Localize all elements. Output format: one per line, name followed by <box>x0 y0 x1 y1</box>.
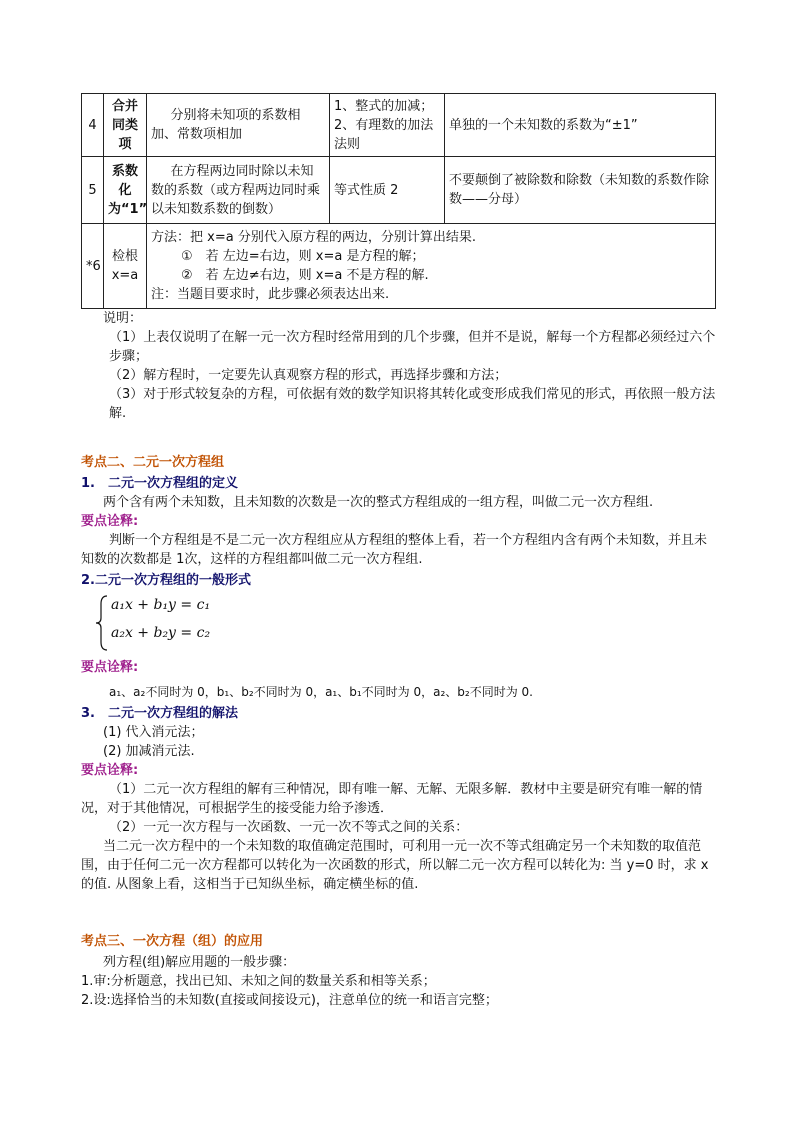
method-line: 注：当题目要求时，此步骤必须表达出来. <box>151 287 390 302</box>
step-note: 不要颠倒了被除数和除数（未知数的系数作除数——分母） <box>445 157 716 224</box>
key-points-text: a₁、a₂不同时为 0，b₁、b₂不同时为 0，a₁、b₁不同时为 0，a₂、b₂不同时为 0. <box>109 685 533 699</box>
step-number: 5 <box>82 157 104 224</box>
step-name: 检根 x=a <box>104 224 147 309</box>
section-three <box>81 932 716 1010</box>
subsection-title: 2.二元一次方程组的一般形式 <box>81 573 251 588</box>
equation-line: a₂x + b₂y = c₂ <box>111 625 211 641</box>
table-row <box>82 157 716 224</box>
step-name: 合并同类项 <box>104 94 147 157</box>
equation-system <box>81 590 716 652</box>
equation-line: a₁x + b₁y = c₁ <box>111 597 211 613</box>
section-two <box>81 453 716 894</box>
step-basis: 等式性质 2 <box>330 157 445 224</box>
table-row <box>82 94 716 157</box>
key-points-text: 当二元一次方程中的一个未知数的取值确定范围时，可利用一元一次不等式组确定另一个未知数的取值范围，由于任何二元一次方程都可以转化为一次函数的形式，所以解二元一次方程可以转化为: 当 y=0 时，求 x 的值. 从图象上看，这相当于已知纵坐标，确定横坐标的值. <box>81 839 709 892</box>
notes-title: 说明： <box>103 311 143 326</box>
key-points-label: 要点诠释: <box>81 660 139 675</box>
key-points-label: 要点诠释: <box>81 514 139 529</box>
step-note: 单独的一个未知数的系数为“±1” <box>445 94 716 157</box>
key-points-label: 要点诠释: <box>81 763 139 778</box>
notes-item-text: （1）上表仅说明了在解一元一次方程时经常用到的几个步骤，但并不是说，解每一个方程都必须经过六个步骤； <box>109 330 716 364</box>
table-row <box>82 224 716 309</box>
method-line: 方法：把 x=a 分别代入原方程的两边，分别计算出结果. <box>151 230 476 245</box>
intro-text: 列方程(组)解应用题的一般步骤： <box>103 955 296 970</box>
notes-block <box>81 309 716 423</box>
step-method <box>147 224 716 309</box>
step-item: 1.审:分析题意，找出已知、未知之间的数量关系和相等关系； <box>81 974 436 989</box>
definition-text: 两个含有两个未知数，且未知数的次数是一次的整式方程组成的一组方程，叫做二元一次方程组. <box>103 495 654 510</box>
section-title: 考点二、二元一次方程组 <box>81 455 225 470</box>
method-item: (1) 代入消元法； <box>103 725 204 740</box>
step-name: 系数化为“1” <box>104 157 147 224</box>
subsection-title: 3. 二元一次方程组的解法 <box>81 706 238 721</box>
steps-table <box>81 93 716 309</box>
notes-item: （3）对于形式较复杂的方程，可依据有效的数学知识将其转化或变形成我们常见的形式，再依照一般方法解. <box>109 387 716 421</box>
method-item: (2) 加减消元法. <box>103 744 195 759</box>
step-description: 在方程两边同时除以未知数的系数（或方程两边同时乘以未知数系数的倒数） <box>147 157 330 224</box>
section-title: 考点三、一次方程（组）的应用 <box>81 934 264 949</box>
subsection-title: 1. 二元一次方程组的定义 <box>81 476 238 491</box>
key-points-text: 判断一个方程组是不是二元一次方程组应从方程组的整体上看，若一个方程组内含有两个未知数，并且未知数的次数都是 1次，这样的方程组都叫做二元一次方程组. <box>81 533 708 567</box>
notes-item <box>81 328 716 366</box>
step-description: 分别将未知项的系数相加、常数项相加 <box>147 94 330 157</box>
key-points-text: （2）一元一次方程与一次函数、一元一次不等式之间的关系： <box>109 820 469 835</box>
step-number: *6 <box>82 224 104 309</box>
method-line: ① 若 左边=右边，则 x=a 是方程的解； <box>181 249 425 264</box>
step-basis: 1、整式的加减； 2、有理数的加法法则 <box>330 94 445 157</box>
method-line: ② 若 左边≠右边，则 x=a 不是方程的解. <box>181 268 429 283</box>
key-points-text: （1）二元一次方程组的解有三种情况，即有唯一解、无解、无限多解．教材中主要是研究有唯一解的情况，对于其他情况，可根据学生的接受能力给予渗透． <box>81 782 703 816</box>
step-number: 4 <box>82 94 104 157</box>
notes-item: （2）解方程时，一定要先认真观察方程的形式，再选择步骤和方法； <box>109 368 508 383</box>
step-item: 2.设:选择恰当的未知数(直接或间接设元)，注意单位的统一和语言完整； <box>81 993 498 1008</box>
